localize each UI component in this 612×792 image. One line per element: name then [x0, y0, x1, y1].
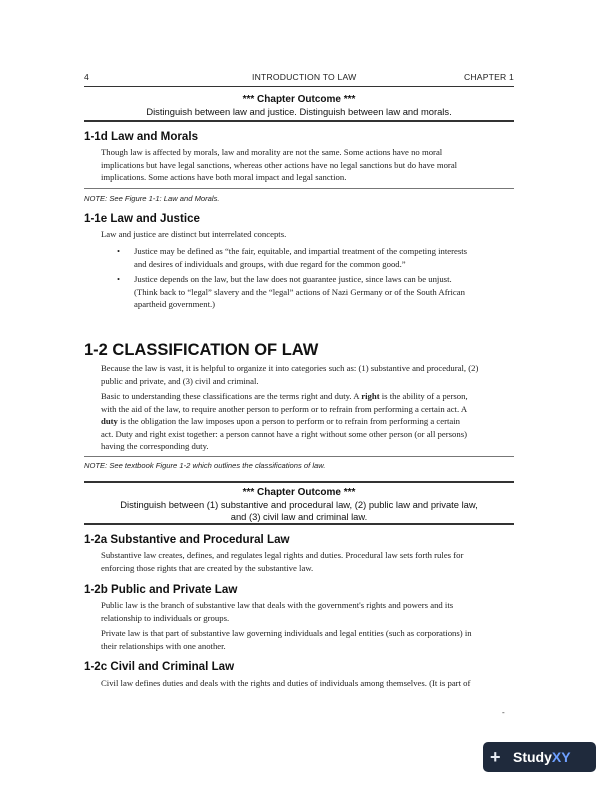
text-line: apartheid government.): [134, 299, 216, 310]
note-figure-1-2: NOTE: See textbook Figure 1-2 which outlines the classifications of law.: [84, 461, 326, 470]
text-line: public and private, and (3) civil and criminal.: [101, 375, 259, 386]
text-line: and desires of individuals and groups, with due regard for the common good.”: [134, 258, 406, 269]
running-header: [84, 72, 514, 86]
text-line: Private law is that part of substantive law governing individuals and legal entities (such as corporations) in: [101, 628, 472, 638]
section-heading-1-2: 1-2 CLASSIFICATION OF LAW: [84, 341, 319, 359]
paragraph-intro: Law and justice are distinct but interrelated concepts.: [101, 229, 287, 239]
text-line: enforcing those rights that are created by the substantive law.: [101, 562, 314, 573]
text-line: Justice may be defined as “the fair, equitable, and impartial treatment of the competing interests: [134, 246, 468, 256]
text-line: with the aid of the law, to require another person to perform or to refrain from performing a certain act. A: [101, 403, 468, 414]
text-line: Justice depends on the law, but the law does not guarantee justice, since laws can be unjust.: [134, 274, 452, 284]
text-line: Public law is the branch of substantive law that deals with the government's rights and powers and its: [101, 600, 454, 610]
outcome-rule: [84, 523, 514, 525]
page-number: 4: [84, 72, 89, 82]
term-duty: duty: [101, 416, 118, 427]
note-rule: [84, 456, 514, 457]
text-line: implications but have legal sanctions, whereas other actions have no legal sanctions but do have moral: [101, 159, 458, 170]
chapter-outcome-box: [84, 92, 514, 124]
text-line: act. Duty and right exist together: a person cannot have a right without some other person (or all persons): [101, 428, 467, 439]
outcome-title: *** Chapter Outcome ***: [242, 94, 356, 105]
text-line: Though law is affected by morals, law and morality are not the same. Some actions have no moral: [101, 147, 443, 157]
note-figure-1-1: NOTE: See Figure 1-1: Law and Morals.: [84, 194, 220, 203]
outcome-rule: [84, 481, 514, 483]
section-heading-1-2a: 1-2a Substantive and Procedural Law: [84, 533, 290, 546]
chapter-label: CHAPTER 1: [463, 72, 514, 82]
section-heading-1-2b: 1-2b Public and Private Law: [84, 583, 238, 596]
text-line: Substantive law creates, defines, and regulates legal rights and duties. Procedural law sets forth rules for: [101, 550, 464, 560]
chapter-outcome-box: [84, 481, 514, 525]
bullet-text: [134, 273, 518, 311]
text-line: (Think back to “legal” slavery and the “legal” actions of Nazi Germany or of the South African: [134, 286, 465, 297]
bullet-text: [134, 245, 518, 270]
bullet-item: [101, 273, 517, 313]
paragraph-classification: [101, 362, 517, 387]
outcome-text: [84, 499, 514, 522]
text-line: Distinguish between (1) substantive and procedural law, (2) public law and private law,: [120, 499, 478, 510]
plus-icon: +: [490, 747, 501, 767]
paragraph-public-law: [101, 599, 517, 624]
paragraph-law-and-morals: [101, 146, 517, 184]
paragraph-right-and-duty: [101, 390, 517, 453]
text-run: is the obligation the law imposes upon a person to perform or to refrain from performing a certain: [117, 416, 460, 427]
bullet-marker: •: [117, 274, 121, 284]
outcome-text: Distinguish between law and justice. Distinguish between law and morals.: [146, 106, 452, 117]
text-line: [101, 415, 517, 428]
text-line: relationship to individuals or groups.: [101, 612, 230, 623]
section-heading-1-1e: 1-1e Law and Justice: [84, 212, 200, 225]
text-run: Basic to understanding these classifications are the terms right and duty. A: [101, 391, 362, 401]
text-line: Because the law is vast, it is helpful to organize it into categories such as: (1) substantive and procedural, (2): [101, 363, 479, 373]
wordmark-xy: XY: [551, 749, 571, 765]
paragraph-substantive-procedural: [101, 549, 517, 574]
section-heading-1-1d: 1-1d Law and Morals: [84, 130, 199, 143]
note-rule: [84, 188, 514, 189]
bullet-item: [101, 245, 517, 271]
text-line: and (3) civil law and criminal law.: [230, 510, 368, 522]
page-mark: -: [502, 708, 505, 717]
bullet-marker: •: [117, 246, 121, 256]
text-line: [101, 390, 517, 403]
studyxy-badge[interactable]: [483, 742, 596, 772]
paragraph-civil-law: Civil law defines duties and deals with the rights and duties of individuals among themselves. (It is part of: [101, 678, 471, 688]
text-line: having the corresponding duty.: [101, 441, 209, 452]
outcome-title: *** Chapter Outcome ***: [242, 487, 356, 498]
term-right: right: [361, 391, 380, 401]
header-rule: [84, 86, 514, 87]
wordmark-study: Study: [513, 749, 552, 765]
paragraph-private-law: [101, 627, 517, 652]
text-line: their relationships with one another.: [101, 640, 226, 651]
running-title: INTRODUCTION TO LAW: [252, 72, 357, 82]
outcome-rule: [84, 120, 514, 122]
section-heading-1-2c: 1-2c Civil and Criminal Law: [84, 660, 235, 673]
text-line: implications. Some actions have both moral impact and legal sanction.: [101, 172, 347, 183]
studyxy-wordmark: [513, 748, 571, 766]
text-run: is the ability of a person,: [379, 391, 468, 401]
